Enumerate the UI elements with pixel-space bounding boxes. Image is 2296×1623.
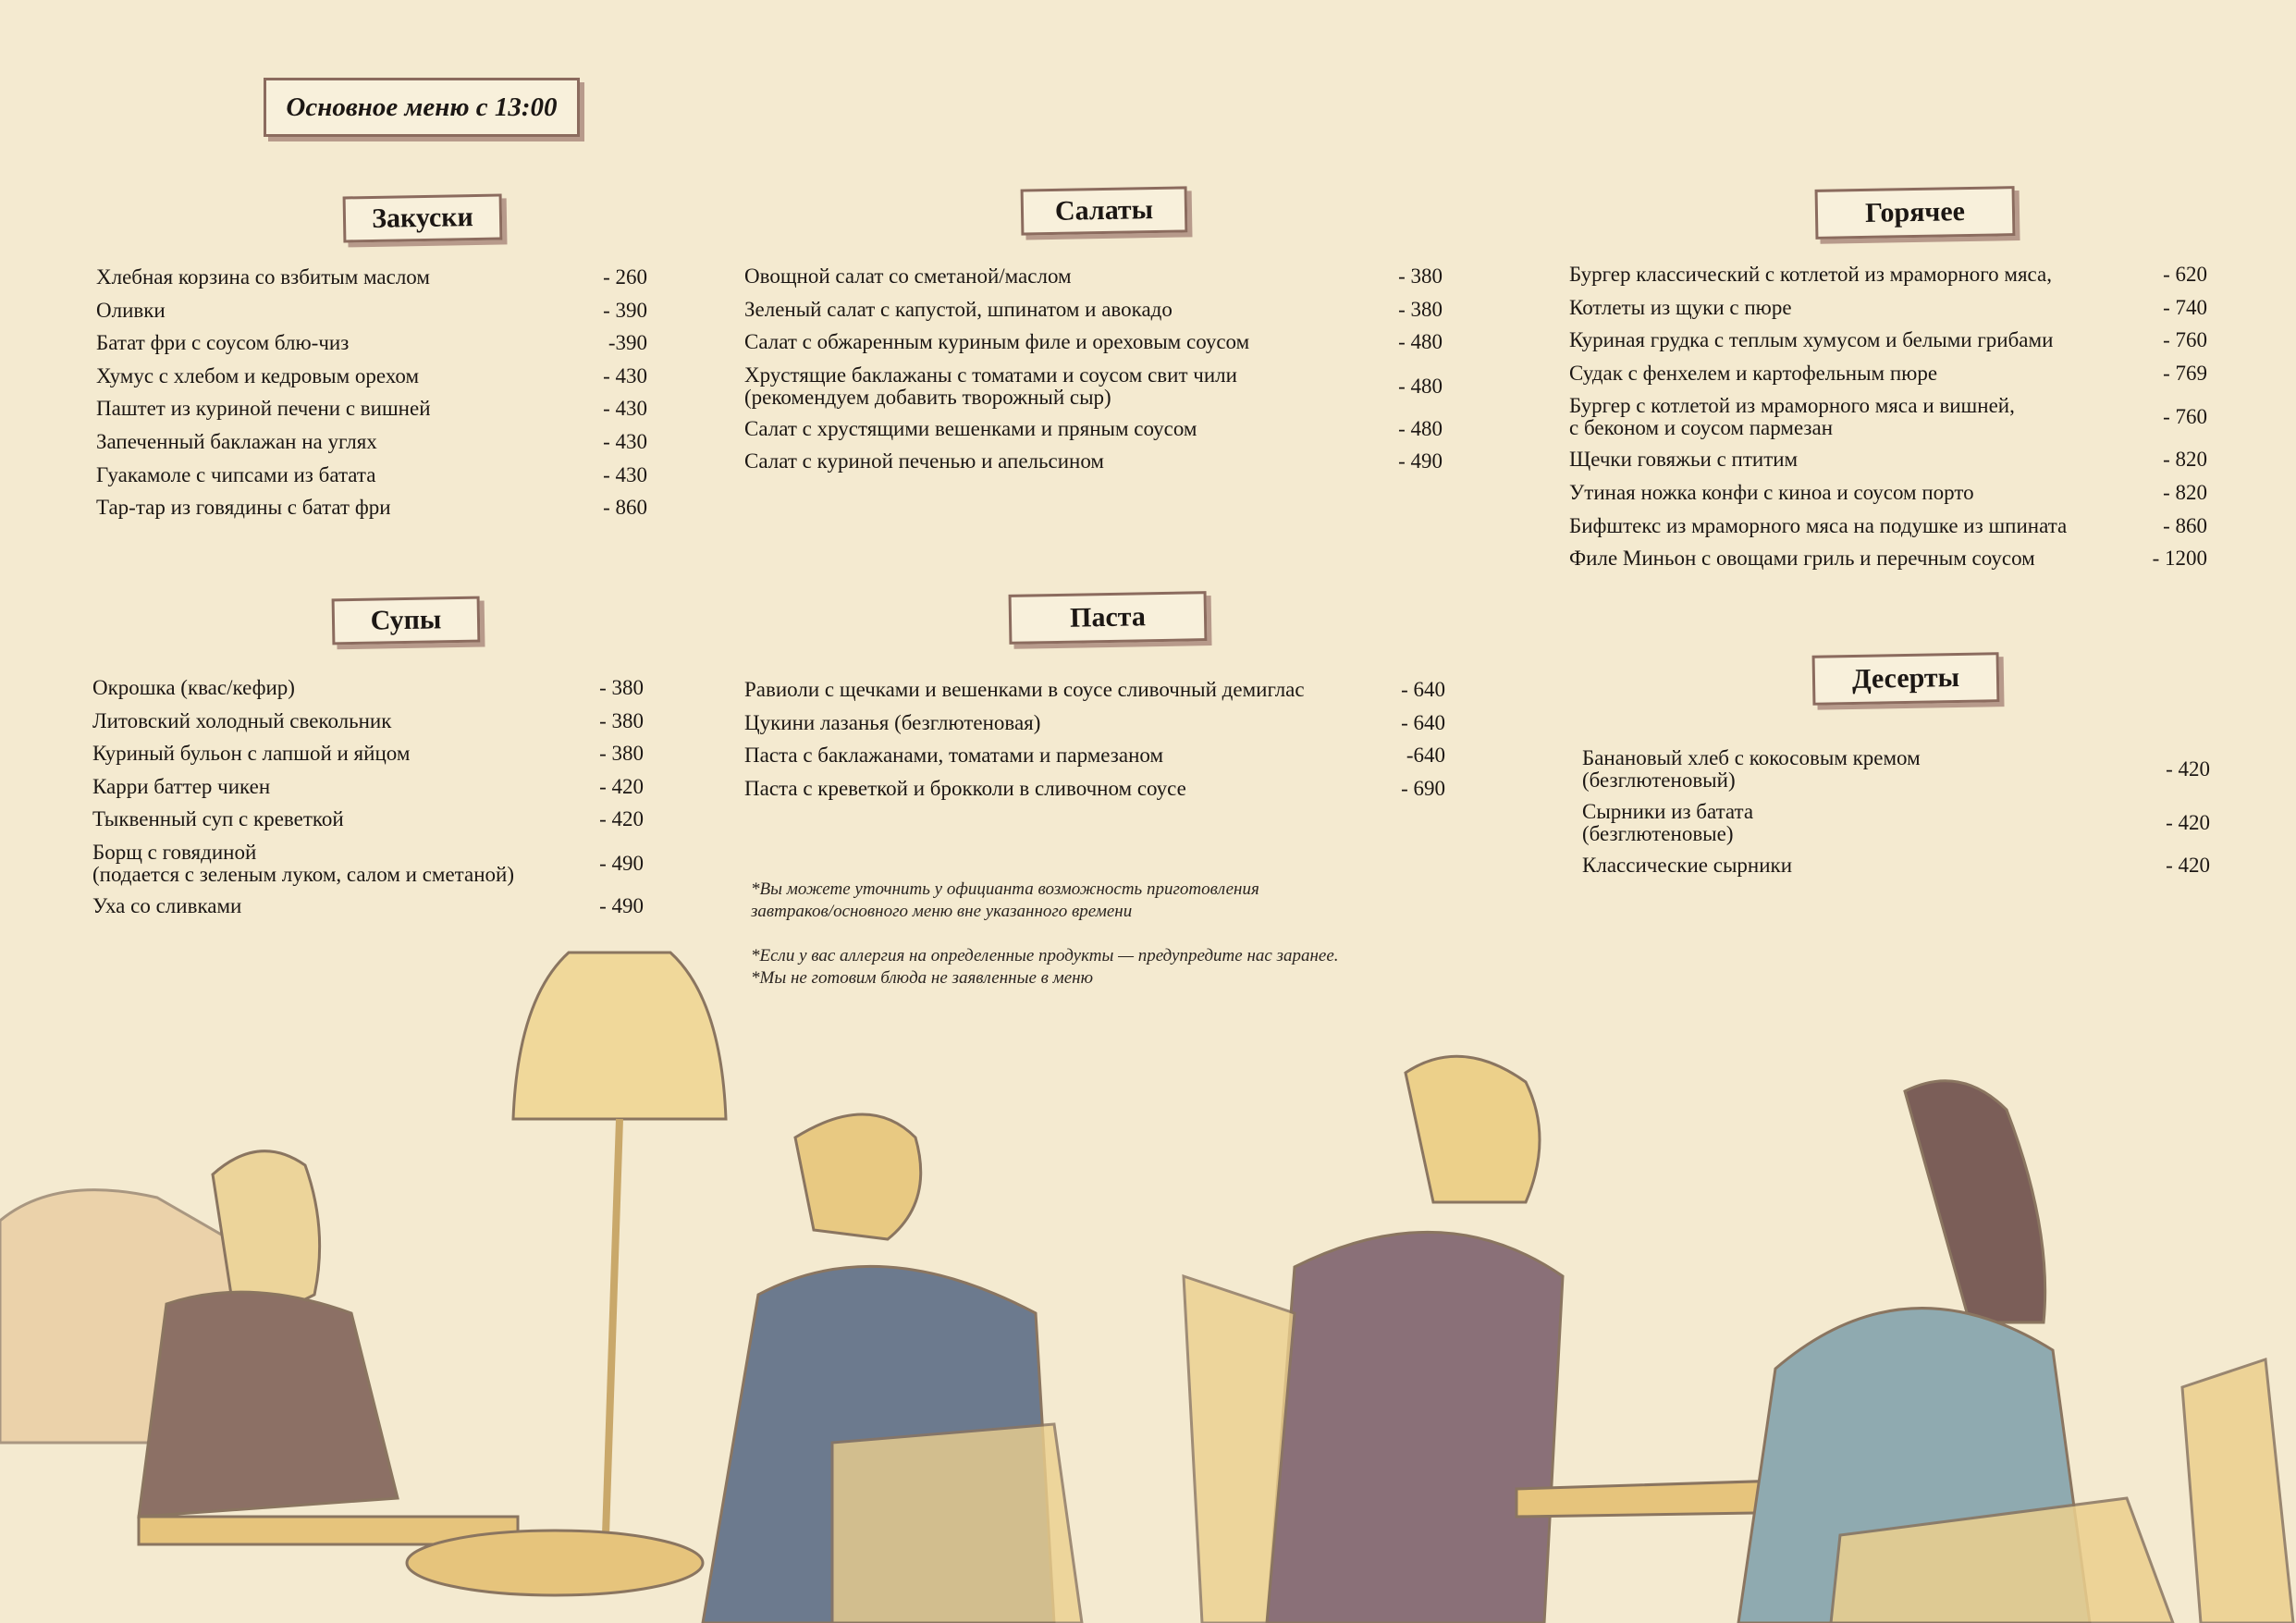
menu-item-price: - 380	[1398, 297, 1443, 321]
menu-item-name	[92, 803, 344, 836]
menu-item-name-line: Паста с баклажанами, томатами и пармезаном	[744, 744, 1163, 768]
menu-item	[96, 392, 647, 425]
menu-item-price: - 760	[2163, 328, 2207, 352]
menu-item-name	[96, 326, 349, 360]
menu-item-price: - 480	[1398, 416, 1443, 440]
menu-item-name-line: Бургер с котлетой из мраморного мяса и вишней,	[1569, 394, 2015, 418]
menu-item	[1569, 291, 2207, 325]
menu-item	[96, 261, 647, 294]
list-pasta	[744, 673, 1445, 805]
menu-item-name-line: Литовский холодный свекольник	[92, 708, 392, 732]
menu-item-name	[1569, 510, 2067, 543]
menu-item-name	[1569, 324, 2053, 357]
menu-item-price: - 380	[1398, 264, 1443, 288]
menu-item-name-line: Салат с обжаренным куриным филе и ореховым соусом	[744, 330, 1250, 354]
menu-item-name	[744, 260, 1072, 293]
section-heading-pasta: Паста	[1009, 591, 1208, 645]
menu-item-name-line: Куриная грудка с теплым хумусом и белыми грибами	[1569, 328, 2054, 352]
lamp-shade	[513, 953, 726, 1119]
menu-item	[96, 360, 647, 393]
menu-item	[92, 803, 644, 836]
menu-item	[1582, 849, 2210, 882]
menu-item-name	[96, 491, 391, 524]
menu-item-name-line: Хрустящие баклажаны с томатами и соусом свит чили	[744, 363, 1237, 387]
menu-item-price: - 480	[1398, 330, 1443, 354]
menu-item-name	[744, 326, 1249, 359]
menu-item-name	[1582, 849, 1792, 882]
menu-item-price: - 380	[599, 742, 644, 766]
menu-item	[96, 459, 647, 492]
menu-item-name-line: Салат с куриной печенью и апельсином	[744, 449, 1104, 473]
menu-item-name	[92, 737, 410, 770]
menu-item-name	[96, 294, 166, 327]
menu-item-price: - 430	[603, 397, 647, 421]
cafe-illustration	[0, 925, 2296, 1623]
menu-item-price: - 430	[603, 462, 647, 486]
section-heading-deserty: Десерты	[1812, 652, 2000, 706]
menu-item-name	[92, 770, 270, 804]
menu-item-price: -390	[608, 331, 647, 355]
center-chair	[832, 1424, 1082, 1623]
menu-item-price: - 860	[603, 496, 647, 520]
menu-item-price: - 420	[2166, 757, 2210, 781]
menu-item	[96, 425, 647, 459]
menu-item-name-line: Куриный бульон с лапшой и яйцом	[92, 742, 411, 766]
menu-item-price: - 380	[599, 676, 644, 699]
menu-item-name	[92, 671, 295, 705]
menu-item-name-note: (подается с зеленым луком, салом и сметаной)	[92, 862, 514, 886]
menu-item	[1569, 443, 2207, 476]
menu-item-name	[1582, 801, 1753, 845]
menu-item	[744, 445, 1443, 478]
menu-item-price: - 640	[1401, 710, 1445, 734]
menu-item-name	[1569, 542, 2035, 575]
menu-item-name-line: Гуакамоле с чипсами из батата	[96, 462, 376, 486]
menu-item-name	[92, 842, 514, 886]
hood-woman-hair	[1406, 1056, 1540, 1202]
menu-item	[744, 260, 1443, 293]
menu-item-price: - 420	[2166, 854, 2210, 877]
menu-item-name	[1569, 476, 1974, 510]
menu-item-name	[744, 364, 1237, 409]
menu-item-price: - 380	[599, 708, 644, 732]
center-table	[407, 1531, 703, 1595]
menu-item-name	[96, 459, 375, 492]
menu-item-name-line: Тыквенный суп с креветкой	[92, 807, 344, 831]
menu-item-name	[96, 261, 430, 294]
menu-item-price: - 490	[599, 851, 644, 875]
menu-item	[1582, 742, 2210, 795]
menu-item-price: - 420	[599, 807, 644, 831]
menu-item-name-line: Овощной салат со сметаной/маслом	[744, 264, 1072, 288]
menu-item	[744, 359, 1443, 412]
menu-item-name-line: Оливки	[96, 298, 166, 322]
left-woman-body	[139, 1292, 398, 1517]
menu-item-name	[1569, 443, 1798, 476]
menu-item	[1569, 258, 2207, 291]
menu-item-name	[92, 890, 241, 923]
menu-item-price: - 490	[599, 893, 644, 917]
section-heading-salaty: Салаты	[1021, 186, 1188, 235]
menu-item-name	[744, 293, 1173, 326]
menu-item-name	[1569, 291, 1792, 325]
far-right-chair	[2182, 1359, 2293, 1623]
menu-item-price: - 820	[2163, 480, 2207, 504]
menu-item-name	[96, 360, 419, 393]
menu-item-name-line: Утиная ножка конфи с киноа и соусом порто	[1569, 480, 1974, 504]
menu-item	[744, 326, 1443, 359]
menu-item-price: - 620	[2163, 263, 2207, 286]
menu-item-name-line: Бифштекс из мраморного мяса на подушке из шпината	[1569, 513, 2068, 537]
menu-item-name	[744, 772, 1186, 805]
menu-item-name-line: Уха со сливками	[92, 893, 242, 917]
menu-item-name-line: Салат с хрустящими вешенками и пряным соусом	[744, 416, 1197, 440]
menu-item	[1582, 795, 2210, 849]
menu-title: Основное меню с 13:00	[264, 78, 580, 137]
list-supy	[92, 671, 644, 923]
menu-item	[92, 737, 644, 770]
menu-item	[96, 294, 647, 327]
menu-item-price: - 769	[2163, 361, 2207, 385]
hood-woman-body	[1267, 1232, 1563, 1623]
menu-item-name	[744, 412, 1197, 446]
lamp-pole	[606, 1119, 620, 1535]
menu-item	[96, 326, 647, 360]
menu-item-name-line: Классические сырники	[1582, 854, 1793, 877]
menu-item	[1569, 389, 2207, 443]
menu-item	[1569, 542, 2207, 575]
menu-item-name	[744, 445, 1104, 478]
menu-item-price: - 430	[603, 363, 647, 387]
right-woman-hair	[1905, 1081, 2045, 1322]
list-goryachee	[1569, 258, 2207, 575]
note-preparation: *Вы можете уточнить у официанта возможность приготовления завтраков/основного меню вне указанного времени	[751, 879, 1259, 921]
menu-item-name	[96, 392, 431, 425]
menu-item-price: - 1200	[2152, 547, 2207, 571]
menu-item	[92, 836, 644, 890]
menu-item	[92, 671, 644, 705]
menu-item-name-line: Карри баттер чикен	[92, 774, 271, 798]
menu-item	[92, 890, 644, 923]
menu-item-price: - 640	[1401, 678, 1445, 701]
menu-item-price: - 690	[1401, 776, 1445, 800]
menu-item-name	[96, 425, 377, 459]
section-heading-zakuski: Закуски	[343, 194, 503, 243]
menu-item-name-line: Цукини лазанья (безглютеновая)	[744, 710, 1041, 734]
menu-item-name-line: Филе Миньон с овощами гриль и перечным соусом	[1569, 547, 2035, 571]
menu-item	[92, 770, 644, 804]
menu-item-name-line: Котлеты из щуки с пюре	[1569, 295, 1792, 319]
list-salaty	[744, 260, 1443, 478]
menu-item-name-line: Батат фри с соусом блю-чиз	[96, 331, 350, 355]
menu-item-name-note: (рекомендуем добавить творожный сыр)	[744, 385, 1111, 409]
menu-item-price: - 820	[2163, 448, 2207, 472]
menu-item-name-line: Борщ с говядиной	[92, 840, 257, 864]
illustration-group	[0, 953, 2293, 1623]
section-heading-goryachee: Горячее	[1815, 186, 2016, 240]
menu-item-price: - 480	[1398, 374, 1443, 398]
menu-item-name-line: Сырники из батата	[1582, 800, 1754, 823]
list-deserty	[1582, 742, 2210, 882]
menu-item-name-line: Запеченный баклажан на углях	[96, 429, 377, 453]
menu-item-price: - 740	[2163, 295, 2207, 319]
menu-item-name-line: Равиоли с щечками и вешенками в соусе сливочный демиглас	[744, 678, 1305, 701]
menu-item-name	[1569, 357, 1937, 390]
menu-item-name	[1569, 258, 2052, 291]
menu-item-name	[1582, 747, 1921, 792]
menu-item	[744, 772, 1445, 805]
menu-item-name	[744, 673, 1305, 707]
menu-item-name-note: (безглютеновый)	[1582, 768, 1736, 792]
menu-item-name-note: с беконом и соусом пармезан	[1569, 416, 1834, 440]
menu-item-name-note: (безглютеновые)	[1582, 822, 1734, 845]
menu-item-name-line: Бургер классический с котлетой из мраморного мяса,	[1569, 263, 2053, 286]
menu-item-name-line: Тар-тар из говядины с батат фри	[96, 496, 391, 520]
menu-item	[1569, 324, 2207, 357]
menu-item	[744, 412, 1443, 446]
menu-item-name	[744, 739, 1163, 772]
menu-item-price: - 420	[2166, 811, 2210, 834]
man-head	[795, 1114, 921, 1239]
menu-item-price: - 420	[599, 774, 644, 798]
menu-item-name-line: Паста с креветкой и брокколи в сливочном соусе	[744, 776, 1186, 800]
menu-item	[92, 705, 644, 738]
menu-item-name-line: Окрошка (квас/кефир)	[92, 676, 295, 699]
menu-item-name-line: Банановый хлеб с кокосовым кремом	[1582, 746, 1921, 769]
menu-item-price: -640	[1406, 744, 1445, 768]
menu-item	[1569, 476, 2207, 510]
menu-item-price: - 760	[2163, 405, 2207, 429]
menu-item	[744, 293, 1443, 326]
list-zakuski	[96, 261, 647, 524]
menu-item-price: - 260	[603, 265, 647, 289]
menu-item-price: - 430	[603, 429, 647, 453]
section-heading-supy: Супы	[332, 596, 481, 646]
menu-item-name-line: Паштет из куриной печени с вишней	[96, 397, 431, 421]
menu-item-price: - 860	[2163, 513, 2207, 537]
menu-item-price: - 490	[1398, 449, 1443, 473]
menu-item-name-line: Щечки говяжьи с птитим	[1569, 448, 1799, 472]
menu-item-name-line: Хумус с хлебом и кедровым орехом	[96, 363, 420, 387]
menu-item-name-line: Зеленый салат с капустой, шпинатом и авокадо	[744, 297, 1173, 321]
menu-item-name	[1569, 395, 2015, 439]
menu-item	[96, 491, 647, 524]
menu-item-name-line: Судак с фенхелем и картофельным пюре	[1569, 361, 1938, 385]
note-allergy: *Если у вас аллергия на определенные продукты — предупредите нас заранее. *Мы не готовим блюда не заявленные в меню	[751, 946, 1339, 988]
menu-item	[1569, 357, 2207, 390]
menu-item	[1569, 510, 2207, 543]
menu-item	[744, 673, 1445, 707]
menu-item-price: - 390	[603, 298, 647, 322]
menu-item-name-line: Хлебная корзина со взбитым маслом	[96, 265, 430, 289]
menu-item-name	[744, 707, 1040, 740]
menu-item	[744, 739, 1445, 772]
menu-item	[744, 707, 1445, 740]
menu-item-name	[92, 705, 391, 738]
